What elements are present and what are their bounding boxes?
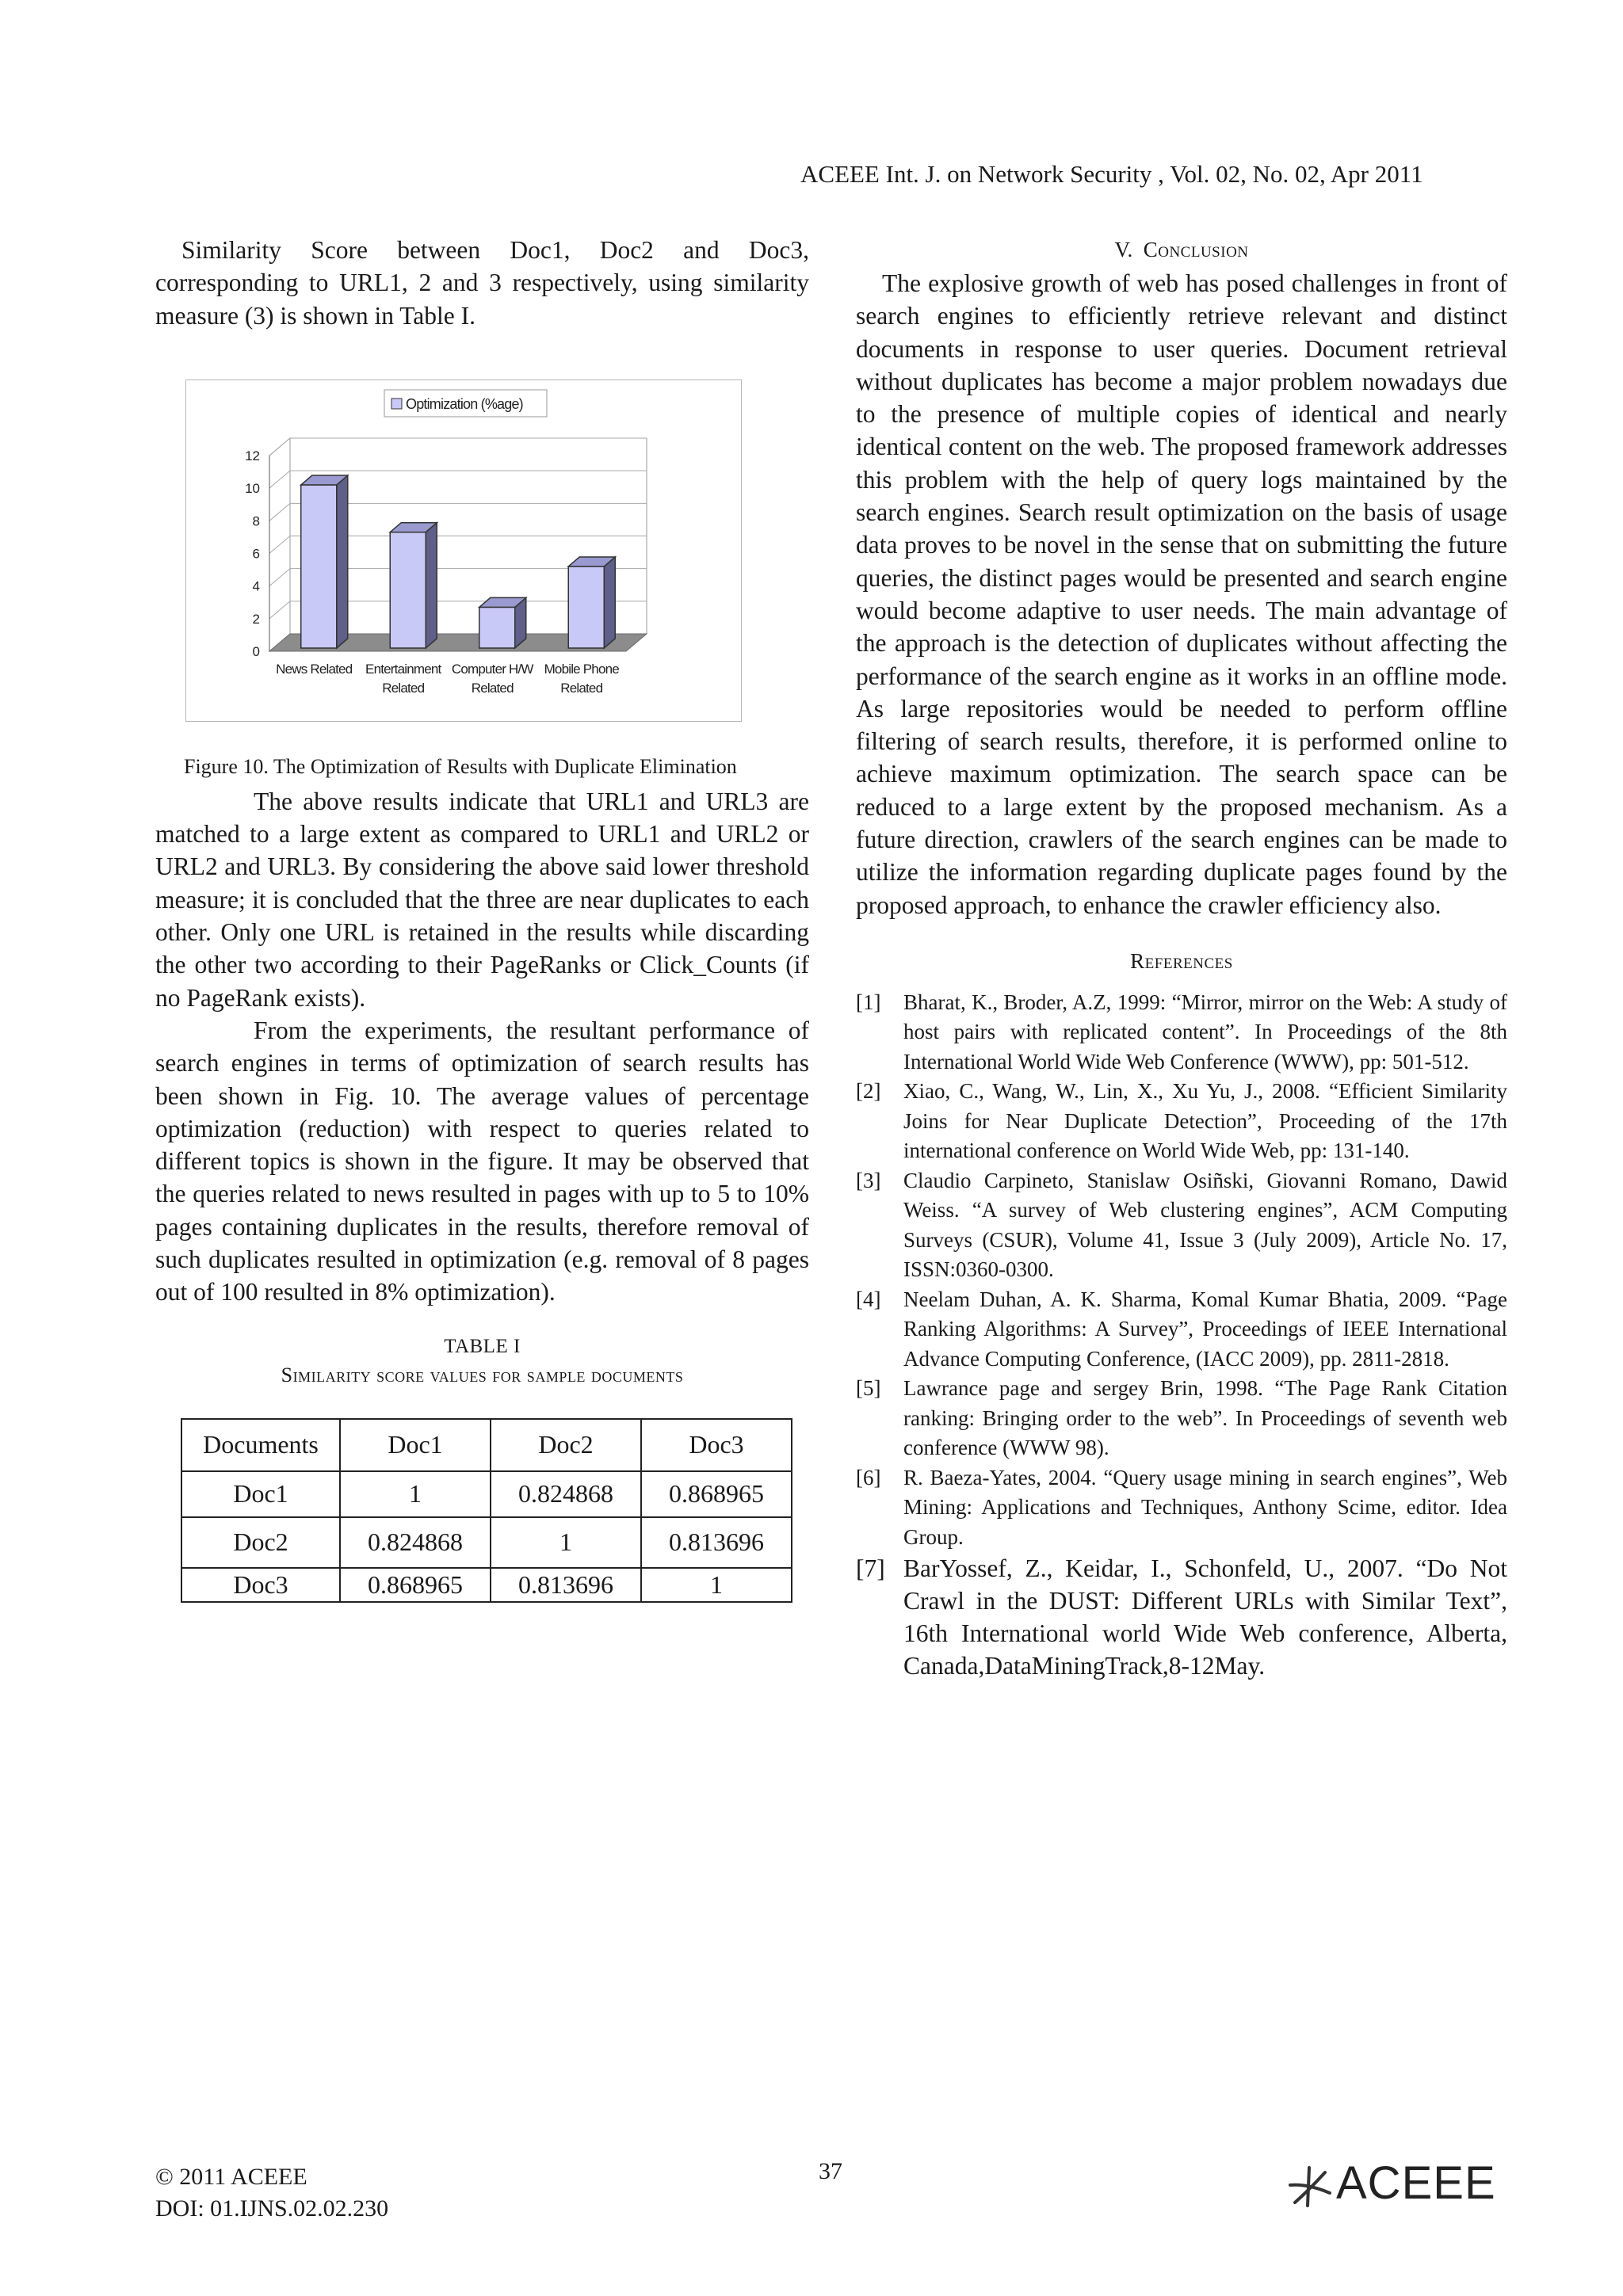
chart-y-tick: 6 — [252, 546, 260, 562]
table-cell: 0.813696 — [491, 1568, 641, 1602]
table-cell: 0.824868 — [340, 1517, 491, 1568]
chart-bar-side — [337, 475, 348, 648]
chart-x-tick: Related — [471, 680, 514, 696]
chart-bar — [390, 532, 426, 648]
chart-legend-swatch — [391, 399, 402, 409]
reference-text: Lawrance page and sergey Brin, 1998. “The Page Rank Citation ranking: Bringing order to the web”. In Proceedings of seventh web conference (WWW 98). — [903, 1376, 1507, 1460]
chart-y-tick: 10 — [245, 481, 260, 497]
intro-paragraph: Similarity Score between Doc1, Doc2 and Doc3, corresponding to URL1, 2 and 3 respectively, using similarity measure (3) is shown in Table I. — [155, 236, 809, 330]
table-cell: Doc3 — [181, 1568, 340, 1602]
reference-text: Neelam Duhan, A. K. Sharma, Komal Kumar Bhatia, 2009. “Page Ranking Algorithms: A Survey”, Proceedings of IEEE International Advance Computing Conference, (IACC 2009), pp. 2811-2818. — [903, 1287, 1507, 1371]
table-cell: 0.868965 — [641, 1471, 792, 1517]
page-number: 37 — [819, 2158, 842, 2184]
results-paragraph: The above results indicate that URL1 and URL3 are matched to a large extent as compared to URL1 and URL2 or URL2 and URL3. By considering the above said lower threshold measure; it is concluded that the three are near duplicates to each other. Only one URL is retained in the results while discarding the other two according to their PageRanks or Click_Counts (if no PageRank exists). — [155, 787, 809, 1012]
table-header-row — [181, 1419, 792, 1471]
chart-bar-side — [426, 523, 437, 648]
section-heading — [856, 234, 1507, 265]
table-cell: Doc1 — [181, 1471, 340, 1517]
table-cell: 1 — [340, 1471, 491, 1517]
aceee-star-icon — [1284, 2161, 1335, 2212]
table-title: Similarity score values for sample documents — [281, 1363, 684, 1386]
reference-item — [856, 1552, 1507, 1682]
chart-x-tick: Computer H/W — [451, 661, 533, 677]
chart-y-tick: 4 — [252, 578, 260, 594]
reference-number: [5] — [856, 1376, 881, 1401]
chart-y-tick: 8 — [252, 513, 260, 529]
table-cell: Doc2 — [181, 1517, 340, 1568]
chart-y-tick: 0 — [252, 643, 260, 659]
table-header-cell: Doc3 — [641, 1419, 792, 1471]
section-number: V. — [1114, 238, 1133, 261]
chart-bar — [479, 607, 515, 648]
references-heading: References — [1130, 948, 1233, 973]
conclusion-paragraph: The explosive growth of web has posed challenges in front of search engines to efficiently retrieve relevant and distinct documents in response to user queries. Document retrieval without duplicates has become a major problem nowadays due to the presence of multiple copies of identical and nearly identical content on the web. The proposed framework addresses this problem with the help of query logs maintained by the search engines. Search result optimization on the basis of usage data proves to be novel in the sense that on submitting the future queries, the distinct pages would be presented and search engine would become adaptive to user needs. The main advantage of the approach is the detection of duplicates without affecting the performance of the search engine as it works in an offline mode. As large repositories would be needed to perform offline filtering of search results, therefore, it is performed online to achieve maximum optimization. The search space can be reduced to a large extent by the proposed mechanism. As a future direction, crawlers of the search engines can be made to utilize the information regarding duplicate pages found by the proposed approach, to enhance the crawler efficiency also. — [856, 269, 1507, 919]
chart-y-tick: 2 — [252, 611, 260, 627]
table-cell: 0.813696 — [641, 1517, 792, 1568]
table-row — [181, 1568, 792, 1602]
table-cell: 1 — [641, 1568, 792, 1602]
right-column — [856, 234, 1507, 1682]
chart-y-tick: 12 — [245, 448, 260, 463]
copyright: © 2011 ACEEE — [155, 2164, 307, 2190]
journal-header: ACEEE Int. J. on Network Security , Vol. 02, No. 02, Apr 2011 — [800, 160, 1423, 188]
reference-text: R. Baeza-Yates, 2004. “Query usage mining in search engines”, Web Mining: Applications and Techniques, Anthony Scime, editor. Idea Group. — [903, 1465, 1507, 1549]
table-row — [181, 1471, 792, 1517]
logo-text: ACEEE — [1336, 2157, 1496, 2209]
chart-x-tick: Entertainment — [365, 661, 441, 677]
table-cell: 1 — [491, 1517, 641, 1568]
doi: DOI: 01.IJNS.02.02.230 — [155, 2195, 389, 2222]
chart-x-tick: Mobile Phone — [544, 661, 619, 677]
chart-bar-side — [604, 557, 615, 648]
reference-number: [6] — [856, 1465, 881, 1489]
reference-number: [4] — [856, 1287, 881, 1311]
left-column — [155, 234, 809, 1603]
section-title: Conclusion — [1143, 238, 1249, 261]
reference-number: [1] — [856, 990, 881, 1014]
reference-text: Bharat, K., Broder, A.Z, 1999: “Mirror, mirror on the Web: A study of host pairs with replicated content”. In Proceedings of the 8th International World Wide Web Conference (WWW), pp: 501-512. — [903, 990, 1507, 1074]
experiments-paragraph: From the experiments, the resultant performance of search engines in terms of optimization of search results has been shown in Fig. 10. The average values of percentage optimization (reduction) with respect to queries related to different topics is shown in the figure. It may be observed that the queries related to news resulted in pages with up to 5 to 10% pages containing duplicates in the results, therefore removal of such duplicates resulted in optimization (e.g. removal of 8 pages out of 100 resulted in 8% optimization). — [155, 1016, 809, 1306]
reference-text: Claudio Carpineto, Stanislaw Osiñski, Giovanni Romano, Dawid Weiss. “A survey of Web clustering engines”, ACM Computing Surveys (CSUR), Volume 41, Issue 3 (July 2009), Article No. 17, ISSN:0360-0300. — [903, 1168, 1507, 1282]
reference-item — [856, 1077, 1507, 1166]
reference-number: [2] — [856, 1079, 881, 1104]
reference-number: [7] — [856, 1554, 885, 1583]
reference-item — [856, 1166, 1507, 1285]
chart-x-tick: Related — [560, 680, 603, 696]
chart-x-tick: News Related — [276, 661, 353, 677]
aceee-logo — [1284, 2157, 1514, 2212]
reference-item — [856, 988, 1507, 1077]
footer-info — [155, 2161, 388, 2225]
reference-text: Xiao, C., Wang, W., Lin, X., Xu Yu, J., 2008. “Efficient Similarity Joins for Near Duplicate Detection”, Proceeding of the 17th international conference on World Wide Web, pp: 131-140. — [903, 1079, 1507, 1163]
chart-bar — [301, 485, 337, 648]
table-header-cell: Doc1 — [340, 1419, 491, 1471]
similarity-table — [181, 1418, 792, 1603]
reference-number: [3] — [856, 1168, 881, 1192]
reference-item — [856, 1285, 1507, 1375]
reference-text: BarYossef, Z., Keidar, I., Schonfeld, U., 2007. “Do Not Crawl in the DUST: Different URLs with Similar Text”, 16th International world Wide Web conference, Alberta, Canada,DataMiningTrack,8-12May. — [903, 1554, 1507, 1680]
chart-bar — [568, 566, 604, 648]
figure-10-chart — [185, 379, 742, 722]
reference-item — [856, 1463, 1507, 1553]
table-cell: 0.824868 — [491, 1471, 641, 1517]
chart-legend-label: Optimization (%age) — [406, 395, 523, 412]
optimization-bar-chart — [186, 380, 741, 721]
table-cell: 0.868965 — [340, 1568, 491, 1602]
table-row — [181, 1517, 792, 1568]
chart-x-tick: Related — [382, 680, 425, 696]
table-header-cell: Doc2 — [491, 1419, 641, 1471]
table-label: TABLE I — [444, 1335, 521, 1357]
table-header-cell: Documents — [181, 1419, 340, 1471]
figure-caption: Figure 10. The Optimization of Results with Duplicate Elimination — [184, 754, 737, 778]
reference-item — [856, 1374, 1507, 1463]
